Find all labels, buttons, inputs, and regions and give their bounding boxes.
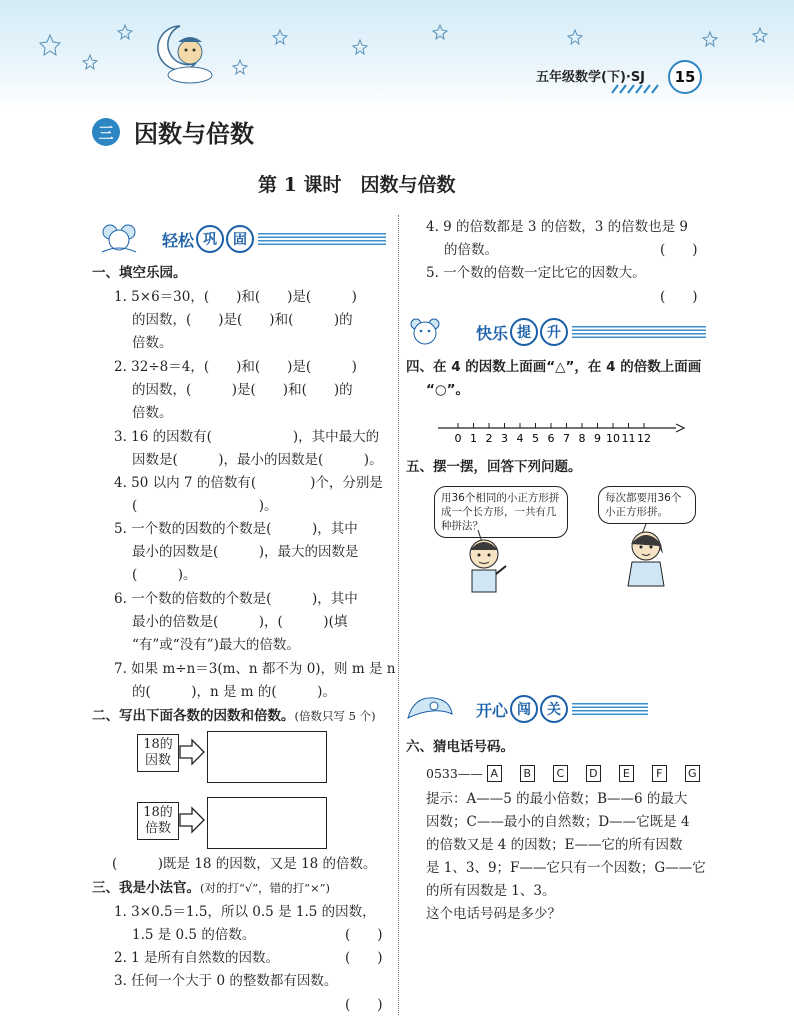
question-line: 7. 如果 m÷n＝3(m、n 都不为 0)，则 m 是 n bbox=[114, 661, 396, 677]
label-box-factors bbox=[137, 734, 179, 772]
number-line bbox=[436, 418, 686, 448]
question-line: 6. 一个数的倍数的个数是( )，其中 bbox=[114, 591, 358, 607]
question-line: 1. 3×0.5＝1.5，所以 0.5 是 1.5 的因数， bbox=[114, 904, 376, 920]
banner-lines bbox=[258, 233, 386, 245]
number-line-label[interactable]: 4 bbox=[516, 432, 524, 445]
number-line-label[interactable]: 12 bbox=[637, 432, 651, 445]
number-line-label[interactable]: 2 bbox=[485, 432, 493, 445]
number-line-label[interactable]: 3 bbox=[501, 432, 508, 445]
banner-char: 巩 bbox=[196, 225, 224, 253]
label-line: 倍数 bbox=[144, 821, 171, 836]
answer-paren[interactable]: ( ) bbox=[660, 242, 698, 258]
letter-box[interactable]: A bbox=[487, 765, 502, 782]
question-line: 3. 任何一个大于 0 的整数都有因数。 bbox=[114, 973, 338, 989]
question-line: ( )。 bbox=[132, 567, 197, 583]
bear-mascot-icon bbox=[406, 316, 446, 348]
answer-box-factors[interactable] bbox=[207, 731, 327, 783]
letter-box[interactable]: D bbox=[586, 765, 601, 782]
mouse-mascot-icon bbox=[96, 222, 142, 256]
lesson-title: 第 1 课时 因数与倍数 bbox=[258, 174, 456, 196]
speech-bubble-girl: 每次都要用36个小正方形拼。 bbox=[598, 486, 696, 524]
banner-char: 关 bbox=[540, 695, 568, 723]
number-line-label[interactable]: 10 bbox=[606, 432, 620, 445]
page-number: 15 bbox=[668, 60, 702, 94]
question-line: 倍数。 bbox=[132, 335, 173, 351]
page-header-band bbox=[0, 0, 794, 110]
column-divider bbox=[398, 215, 399, 1015]
number-line-label[interactable]: 8 bbox=[578, 432, 586, 445]
question-line: 的因数，( )是( )和( )的 bbox=[132, 312, 353, 328]
letter-box[interactable]: B bbox=[520, 765, 535, 782]
letter-box[interactable]: G bbox=[685, 765, 700, 782]
banner-char: 固 bbox=[226, 225, 254, 253]
banner-char: 升 bbox=[540, 318, 568, 346]
label-line: 18的 bbox=[143, 737, 173, 752]
letter-box[interactable]: F bbox=[652, 765, 667, 782]
banner-lines bbox=[572, 326, 706, 338]
question-line: 最小的因数是( )，最大的因数是 bbox=[132, 544, 359, 560]
speech-bubble-boy: 用36个相同的小正方形拼成一个长方形，一共有几种拼法？ bbox=[434, 486, 568, 538]
section-title: 一、填空乐园。 bbox=[92, 265, 187, 281]
hint-line: 因数；C——最小的自然数；D——它既是 4 bbox=[426, 814, 690, 830]
phone-prefix: 0533—— bbox=[426, 766, 483, 781]
number-line-label[interactable]: 0 bbox=[454, 432, 462, 445]
section-title bbox=[92, 705, 376, 728]
bird-mascot-icon bbox=[404, 692, 454, 726]
section-note: (倍数只写 5 个) bbox=[294, 709, 376, 723]
answer-paren[interactable]: ( ) bbox=[345, 927, 383, 943]
label-line: 18的 bbox=[143, 805, 173, 820]
question-line: 2. 32÷8＝4，( )和( )是( ) bbox=[114, 359, 357, 375]
unit-title: 因数与倍数 bbox=[134, 120, 254, 148]
answer-paren[interactable]: ( ) bbox=[660, 289, 698, 305]
letter-box[interactable]: E bbox=[619, 765, 634, 782]
banner-label: 开心 bbox=[476, 700, 509, 720]
question-line: ( )。 bbox=[132, 498, 278, 514]
question-line: “有”或“没有”)最大的倍数。 bbox=[132, 637, 300, 653]
question-line: 这个电话号码是多少？ bbox=[426, 906, 561, 922]
number-line-label[interactable]: 7 bbox=[563, 432, 570, 445]
star-decoration-icon bbox=[30, 10, 470, 90]
banner-label: 轻松 bbox=[162, 230, 195, 250]
label-line: 因数 bbox=[144, 753, 171, 768]
answer-box-multiples[interactable] bbox=[207, 797, 327, 849]
answer-paren[interactable]: ( ) bbox=[345, 950, 383, 966]
book-code: 五年级数学(下)·SJ bbox=[536, 70, 646, 85]
question-line: 2. 1 是所有自然数的因数。 bbox=[114, 950, 280, 966]
hint-line: 提示：A——5 的最小倍数；B——6 的最大 bbox=[426, 791, 688, 807]
section-title-text: 二、写出下面各数的因数和倍数。 bbox=[92, 708, 295, 724]
banner-consolidate bbox=[96, 222, 386, 256]
question-line: 4. 9 的倍数都是 3 的倍数，3 的倍数也是 9 bbox=[426, 219, 688, 235]
answer-paren[interactable]: ( ) bbox=[345, 997, 383, 1013]
question-line: ( )既是 18 的因数，又是 18 的倍数。 bbox=[112, 856, 377, 872]
arrow-icon bbox=[178, 806, 208, 836]
hint-line: 的倍数又是 4 的因数；E——它的所有因数 bbox=[426, 837, 683, 853]
number-line-label[interactable]: 9 bbox=[594, 432, 601, 445]
number-line-label[interactable]: 5 bbox=[532, 432, 539, 445]
section-title: “○”。 bbox=[426, 382, 470, 398]
stripe-decoration bbox=[610, 84, 670, 94]
question-line: 最小的倍数是( )，( )(填 bbox=[132, 614, 348, 630]
question-line: 1.5 是 0.5 的倍数。 bbox=[132, 927, 256, 943]
hint-line: 是 1、3、9；F——它只有一个因数；G——它 bbox=[426, 860, 706, 876]
question-line: 因数是( )，最小的因数是( )。 bbox=[132, 452, 383, 468]
question-line: 5. 一个数的因数的个数是( )，其中 bbox=[114, 521, 358, 537]
mascot-on-cloud-icon bbox=[165, 30, 215, 85]
question-line: 5. 一个数的倍数一定比它的因数大。 bbox=[426, 265, 646, 281]
banner-label: 快乐 bbox=[476, 323, 509, 343]
banner-char: 闯 bbox=[510, 695, 538, 723]
banner-improve bbox=[406, 316, 706, 348]
banner-lines bbox=[572, 703, 648, 715]
arrow-icon bbox=[178, 738, 208, 768]
question-line: 3. 16 的因数有( )，其中最大的 bbox=[114, 429, 380, 445]
section-title-text: 三、我是小法官。 bbox=[92, 880, 200, 896]
banner-char: 提 bbox=[510, 318, 538, 346]
question-line: 4. 50 以内 7 的倍数有( )个，分别是 bbox=[114, 475, 383, 491]
letter-box[interactable]: C bbox=[553, 765, 568, 782]
question-line: 的因数，( )是( )和( )的 bbox=[132, 382, 353, 398]
question-line: 的( )，n 是 m 的( )。 bbox=[132, 684, 336, 700]
number-line-label[interactable]: 1 bbox=[470, 432, 477, 445]
question-line: 1. 5×6＝30，( )和( )是( ) bbox=[114, 289, 357, 305]
section-title: 五、摆一摆，回答下列问题。 bbox=[406, 459, 582, 475]
number-line-label[interactable]: 11 bbox=[621, 432, 636, 445]
section-title: 四、在 4 的因数上面画“△”，在 4 的倍数上面画 bbox=[406, 359, 702, 375]
question-line: 倍数。 bbox=[132, 405, 173, 421]
section-title bbox=[92, 877, 330, 900]
unit-number-badge: 三 bbox=[92, 118, 120, 146]
question-line: 的倍数。 bbox=[444, 242, 498, 258]
star-decoration-icon bbox=[560, 20, 790, 60]
section-title: 六、猜电话号码。 bbox=[406, 739, 514, 755]
hint-line: 的所有因数是 1、3。 bbox=[426, 883, 556, 899]
label-box-multiples bbox=[137, 802, 179, 840]
phone-number-row bbox=[426, 762, 700, 785]
boy-character-icon bbox=[458, 528, 518, 598]
girl-character-icon bbox=[618, 522, 678, 592]
letter-boxes bbox=[487, 765, 700, 782]
number-line-label[interactable]: 6 bbox=[547, 432, 555, 445]
banner-challenge bbox=[404, 692, 648, 726]
section-note: (对的打“√”，错的打“×”) bbox=[200, 881, 330, 895]
